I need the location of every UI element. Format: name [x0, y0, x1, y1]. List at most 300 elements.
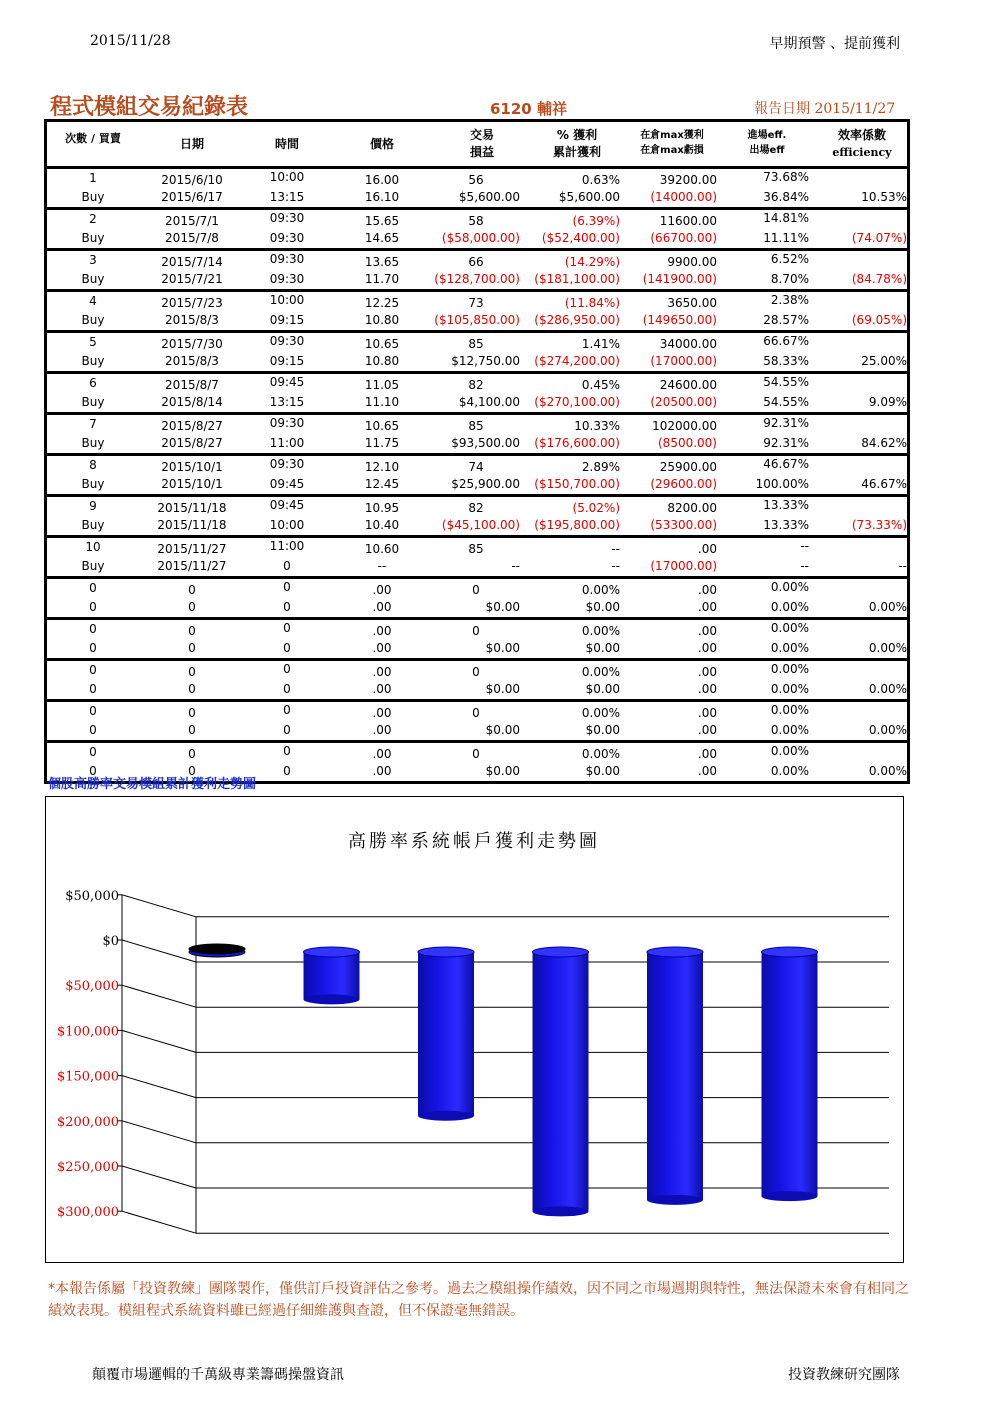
cell-pct: (14.29%) — [564, 255, 620, 269]
cell-eff: 8.70% — [770, 272, 809, 286]
cell-n: Buy — [81, 231, 105, 245]
footer-left: 顛覆市場邏輯的千萬級專業籌碼操盤資訊 — [92, 1367, 344, 1383]
cell-time: 09:45 — [269, 477, 305, 491]
cell-pct: 0.63% — [581, 173, 620, 187]
cell-pct: 10.33% — [574, 419, 620, 433]
cell-trade: 0 — [472, 706, 480, 720]
cell-price: .00 — [372, 583, 392, 597]
cell-price: 10.80 — [364, 313, 400, 327]
bar-bottom — [418, 1111, 474, 1121]
cell-date: 2015/11/27 — [157, 542, 227, 556]
bar-bottom — [533, 1206, 589, 1216]
cell-price: 10.65 — [364, 419, 400, 433]
cell-date: 2015/10/1 — [161, 477, 223, 491]
cell-trade: ($128,700.00) — [434, 272, 520, 286]
cell-max: (29600.00) — [650, 477, 717, 491]
cell-date: 2015/7/1 — [165, 214, 219, 228]
cell-n: 0 — [89, 682, 97, 696]
bar-top — [418, 947, 474, 957]
cell-price: 10.80 — [364, 354, 400, 368]
bar-bottom — [647, 1195, 703, 1205]
cell-time: 13:15 — [269, 395, 305, 409]
cell-effc: 84.62% — [861, 436, 907, 450]
gridline-floor — [122, 1166, 196, 1188]
cell-time: 0 — [283, 764, 291, 778]
cell-max: .00 — [697, 542, 717, 556]
bar-top — [762, 947, 818, 957]
cell-pct: ($286,950.00) — [534, 313, 620, 327]
y-tick-label: $50,000 — [65, 888, 119, 904]
gridline-floor — [122, 1211, 196, 1233]
cell-effc: 0.00% — [868, 723, 907, 737]
cell-pct: $5,600.00 — [558, 190, 620, 204]
trade-record — [47, 579, 907, 620]
gridline-floor — [122, 895, 196, 917]
bar — [304, 952, 360, 999]
cell-trade: 0 — [472, 665, 480, 679]
cell-price: 10.65 — [364, 337, 400, 351]
cell-date: 2015/8/27 — [161, 436, 223, 450]
trade-record — [47, 497, 907, 538]
cell-max: (66700.00) — [650, 231, 717, 245]
cell-max: (20500.00) — [650, 395, 717, 409]
header-slogan: 早期預警 、提前獲利 — [769, 36, 900, 52]
cell-eff: 73.68% — [763, 170, 809, 184]
cell-effc: 0.00% — [868, 641, 907, 655]
cell-eff: 2.38% — [770, 293, 809, 307]
cell-date: 2015/7/14 — [161, 255, 223, 269]
cell-price: .00 — [372, 747, 392, 761]
trade-record — [47, 169, 907, 210]
cell-price: 12.45 — [364, 477, 400, 491]
cell-date: 0 — [188, 764, 196, 778]
cell-max: .00 — [697, 583, 717, 597]
cell-date: 0 — [188, 624, 196, 638]
cell-effc: (73.33%) — [851, 518, 907, 532]
cell-max: .00 — [697, 682, 717, 696]
cell-trade: 58 — [468, 214, 484, 228]
trade-record — [47, 292, 907, 333]
cell-pct: 0.00% — [581, 665, 620, 679]
cell-pct: (5.02%) — [572, 501, 620, 515]
header-count: 次數 / 買賣 — [65, 132, 121, 145]
trade-record — [47, 374, 907, 415]
cell-pct: 0.00% — [581, 706, 620, 720]
cell-eff: 0.00% — [770, 744, 809, 758]
cell-n: Buy — [81, 190, 105, 204]
cell-date: 2015/7/23 — [161, 296, 223, 310]
cell-max: .00 — [697, 665, 717, 679]
gridline-floor — [122, 940, 196, 962]
cell-n: Buy — [81, 354, 105, 368]
bar — [762, 952, 818, 1196]
cell-trade: 74 — [468, 460, 484, 474]
cell-time: 09:30 — [269, 231, 305, 245]
cell-n: Buy — [81, 559, 105, 573]
cell-trade: $93,500.00 — [451, 436, 520, 450]
header-time: 時間 — [274, 137, 299, 151]
trade-record — [47, 251, 907, 292]
bar — [647, 952, 703, 1200]
cell-max: 39200.00 — [659, 173, 717, 187]
cell-eff: 0.00% — [770, 662, 809, 676]
header-eff: 進場eff. 出場eff — [747, 130, 787, 156]
cell-pct: 0.00% — [581, 583, 620, 597]
cell-n: 3 — [89, 253, 97, 267]
cell-pct: (6.39%) — [572, 214, 620, 228]
cell-date: 2015/8/7 — [165, 378, 219, 392]
cell-price: 10.40 — [364, 518, 400, 532]
cell-pct: $0.00 — [585, 764, 620, 778]
cell-n: 0 — [89, 600, 97, 614]
cell-max: (53300.00) — [650, 518, 717, 532]
cell-time: 0 — [283, 641, 291, 655]
cell-date: 2015/7/30 — [161, 337, 223, 351]
trade-record — [47, 620, 907, 661]
cell-date: 0 — [188, 682, 196, 696]
bar — [418, 952, 474, 1116]
cell-n: 0 — [89, 622, 97, 636]
cell-eff: 13.33% — [763, 498, 809, 512]
cell-price: 16.10 — [364, 190, 400, 204]
y-tick-label: $200,000 — [56, 1114, 119, 1130]
y-tick-label: $100,000 — [56, 1024, 119, 1040]
cell-trade: ($45,100.00) — [441, 518, 520, 532]
cell-price: 16.00 — [364, 173, 400, 187]
cell-n: 2 — [89, 212, 97, 226]
cell-date: 0 — [188, 747, 196, 761]
cell-time: 09:30 — [269, 416, 305, 430]
bar-top — [304, 947, 360, 957]
cell-date: 2015/8/14 — [161, 395, 223, 409]
cell-eff: 54.55% — [763, 375, 809, 389]
cell-n: 0 — [89, 641, 97, 655]
cell-trade: $5,600.00 — [458, 190, 520, 204]
bar-top — [647, 947, 703, 957]
y-tick-label: $250,000 — [56, 1160, 119, 1175]
cell-date: 2015/7/8 — [165, 231, 219, 245]
cell-time: 11:00 — [269, 436, 305, 450]
cell-price: .00 — [372, 706, 392, 720]
cell-max: (14000.00) — [650, 190, 717, 204]
cell-max: .00 — [697, 600, 717, 614]
cell-pct: ($181,100.00) — [534, 272, 620, 286]
cell-time: 13:15 — [269, 190, 305, 204]
cell-pct: 0.00% — [581, 747, 620, 761]
cell-effc: (74.07%) — [851, 231, 907, 245]
trade-record — [47, 661, 907, 702]
cell-date: 0 — [188, 723, 196, 737]
cell-n: 10 — [85, 540, 101, 554]
header-efficiency: 效率係數 efficiency — [832, 128, 892, 159]
cell-effc: 25.00% — [861, 354, 907, 368]
cell-eff: 54.55% — [763, 395, 809, 409]
y-tick-label: $300,000 — [56, 1205, 119, 1221]
cell-time: 0 — [283, 662, 291, 676]
cell-pct: $0.00 — [585, 682, 620, 696]
gridline-floor — [122, 1121, 196, 1143]
cell-effc: 0.00% — [868, 682, 907, 696]
cell-eff: 0.00% — [770, 703, 809, 717]
cell-eff: 66.67% — [763, 334, 809, 348]
cell-trade: $4,100.00 — [458, 395, 520, 409]
cell-pct: 0.00% — [581, 624, 620, 638]
trade-record — [47, 538, 907, 579]
cell-time: 09:15 — [269, 313, 305, 327]
header-pnl: 交易 損益 — [469, 128, 494, 159]
cell-eff: 14.81% — [763, 211, 809, 225]
cell-eff: 92.31% — [763, 436, 809, 450]
cell-time: 09:45 — [269, 498, 305, 512]
cell-eff: 0.00% — [770, 641, 809, 655]
cell-price: 11.10 — [364, 395, 400, 409]
cell-trade: $0.00 — [485, 723, 520, 737]
cell-n: 0 — [89, 663, 97, 677]
cell-max: 24600.00 — [659, 378, 717, 392]
cell-eff: -- — [800, 539, 809, 553]
cell-date: 0 — [188, 583, 196, 597]
bar — [533, 952, 589, 1211]
cell-date: 2015/8/27 — [161, 419, 223, 433]
cell-effc: 10.53% — [861, 190, 907, 204]
cell-price: -- — [377, 559, 387, 573]
cell-n: 7 — [89, 417, 97, 431]
cell-trade: 82 — [468, 378, 484, 392]
y-tick-label: $0 — [102, 934, 119, 949]
cell-effc: 9.09% — [868, 395, 907, 409]
cell-trade: ($105,850.00) — [434, 313, 520, 327]
cell-time: 09:45 — [269, 375, 305, 389]
cell-time: 09:15 — [269, 354, 305, 368]
cell-time: 09:30 — [269, 252, 305, 266]
cell-date: 2015/6/10 — [161, 173, 223, 187]
bar-top — [533, 947, 589, 957]
trade-record — [47, 333, 907, 374]
cell-trade: $12,750.00 — [451, 354, 520, 368]
bar-top — [189, 944, 245, 954]
cell-max: (8500.00) — [658, 436, 717, 450]
cell-date: 2015/11/18 — [157, 501, 227, 515]
cell-date: 2015/6/17 — [161, 190, 223, 204]
cell-n: 5 — [89, 335, 97, 349]
cell-effc: 0.00% — [868, 764, 907, 778]
profit-chart — [45, 796, 904, 1263]
cell-trade: $0.00 — [485, 600, 520, 614]
cell-effc: (84.78%) — [851, 272, 907, 286]
cell-eff: 92.31% — [763, 416, 809, 430]
chart-section-title: 個股高勝率交易模組累計獲利走勢圖 — [48, 777, 257, 792]
disclaimer: *本報告係屬「投資教練」團隊製作，僅供訂戶投資評估之參考。過去之模組操作績效，因不同之市場週期與特性，無法保證未來會有相同之績效表現。模組程式系統資料雖已經過仔細維護與查證，但不保證毫無錯誤。 — [48, 1281, 909, 1319]
cell-eff: 13.33% — [763, 518, 809, 532]
cell-max: .00 — [697, 764, 717, 778]
trade-record-table — [44, 119, 910, 784]
cell-price: 11.05 — [364, 378, 400, 392]
cell-pct: ($270,100.00) — [534, 395, 620, 409]
cell-max: 3650.00 — [667, 296, 717, 310]
cell-date: 0 — [188, 665, 196, 679]
cell-trade: 82 — [468, 501, 484, 515]
header-max: 在倉max獲利 在倉max虧損 — [640, 130, 704, 156]
cell-n: 0 — [89, 704, 97, 718]
page-title: 程式模組交易紀錄表 — [50, 95, 249, 120]
cell-pct: 1.41% — [581, 337, 620, 351]
gridline-floor — [122, 1076, 196, 1098]
cell-time: 0 — [283, 723, 291, 737]
cell-eff: 0.00% — [770, 621, 809, 635]
cell-trade: 0 — [472, 583, 480, 597]
cell-n: Buy — [81, 518, 105, 532]
stock-name: 6120 輔祥 — [490, 100, 567, 118]
cell-pct: (11.84%) — [564, 296, 620, 310]
cell-max: .00 — [697, 624, 717, 638]
cell-date: 2015/8/3 — [165, 354, 219, 368]
table-header — [47, 122, 907, 169]
cell-eff: 0.00% — [770, 600, 809, 614]
cell-n: 4 — [89, 294, 97, 308]
cell-max: (17000.00) — [650, 559, 717, 573]
cell-date: 2015/7/21 — [161, 272, 223, 286]
cell-trade: 85 — [468, 542, 484, 556]
cell-pct: ($274,200.00) — [534, 354, 620, 368]
cell-price: 10.95 — [364, 501, 400, 515]
cell-date: 0 — [188, 641, 196, 655]
cell-price: .00 — [372, 665, 392, 679]
cell-time: 0 — [283, 703, 291, 717]
cell-eff: 58.33% — [763, 354, 809, 368]
cell-price: 12.10 — [364, 460, 400, 474]
cell-pct: ($150,700.00) — [534, 477, 620, 491]
cell-price: 14.65 — [364, 231, 400, 245]
cell-price: .00 — [372, 723, 392, 737]
cell-n: 0 — [89, 764, 97, 778]
cell-date: 2015/11/18 — [157, 518, 227, 532]
cell-trade: $25,900.00 — [451, 477, 520, 491]
cell-price: .00 — [372, 764, 392, 778]
cell-pct: $0.00 — [585, 600, 620, 614]
cell-max: 102000.00 — [652, 419, 717, 433]
cell-pct: 0.45% — [581, 378, 620, 392]
cell-eff: 0.00% — [770, 723, 809, 737]
trade-record — [47, 210, 907, 251]
cell-trade: 85 — [468, 337, 484, 351]
cell-n: 0 — [89, 581, 97, 595]
cell-trade: 0 — [472, 747, 480, 761]
cell-trade: -- — [511, 559, 520, 573]
cell-eff: 46.67% — [763, 457, 809, 471]
cell-pct: $0.00 — [585, 723, 620, 737]
cell-pct: 2.89% — [581, 460, 620, 474]
cell-time: 0 — [283, 559, 291, 573]
cell-max: (17000.00) — [650, 354, 717, 368]
cell-effc: 46.67% — [861, 477, 907, 491]
cell-time: 0 — [283, 621, 291, 635]
cell-time: 09:30 — [269, 272, 305, 286]
cell-max: .00 — [697, 723, 717, 737]
gridline-floor — [122, 985, 196, 1007]
cell-time: 10:00 — [269, 170, 305, 184]
table-body — [47, 169, 907, 784]
cell-time: 09:30 — [269, 457, 305, 471]
cell-max: (149650.00) — [642, 313, 717, 327]
cell-trade: 56 — [468, 173, 484, 187]
chart-title: 高勝率系統帳戶獲利走勢圖 — [348, 831, 600, 852]
cell-max: .00 — [697, 706, 717, 720]
cell-n: Buy — [81, 313, 105, 327]
cell-pct: ($52,400.00) — [541, 231, 620, 245]
cell-price: .00 — [372, 624, 392, 638]
cell-n: 6 — [89, 376, 97, 390]
cell-price: 11.75 — [364, 436, 400, 450]
bar-bottom — [762, 1191, 818, 1201]
cell-trade: $0.00 — [485, 764, 520, 778]
cell-trade: $0.00 — [485, 641, 520, 655]
header-date: 2015/11/28 — [90, 33, 171, 49]
cell-max: .00 — [697, 747, 717, 761]
cell-eff: 100.00% — [755, 477, 809, 491]
cell-trade: 66 — [468, 255, 484, 269]
cell-eff: 28.57% — [763, 313, 809, 327]
cell-time: 11:00 — [269, 539, 305, 553]
cell-eff: 11.11% — [763, 231, 809, 245]
cell-date: 0 — [188, 600, 196, 614]
cell-max: (141900.00) — [642, 272, 717, 286]
cell-time: 0 — [283, 744, 291, 758]
cell-max: .00 — [697, 641, 717, 655]
cell-n: Buy — [81, 477, 105, 491]
y-tick-label: $50,000 — [65, 979, 119, 995]
cell-date: 0 — [188, 706, 196, 720]
header-date: 日期 — [179, 137, 204, 151]
cell-price: .00 — [372, 641, 392, 655]
cell-n: 9 — [89, 499, 97, 513]
trade-record — [47, 456, 907, 497]
cell-n: Buy — [81, 436, 105, 450]
cell-price: .00 — [372, 682, 392, 696]
header-pct: % 獲利 累計獲利 — [552, 128, 601, 159]
cell-effc: 0.00% — [868, 600, 907, 614]
cell-eff: 6.52% — [770, 252, 809, 266]
cell-effc: (69.05%) — [851, 313, 907, 327]
cell-n: Buy — [81, 395, 105, 409]
header-price: 價格 — [369, 137, 394, 151]
cell-trade: 85 — [468, 419, 484, 433]
cell-price: 13.65 — [364, 255, 400, 269]
cell-time: 0 — [283, 580, 291, 594]
cell-eff: -- — [800, 559, 809, 573]
bar-bottom — [304, 994, 360, 1004]
cell-time: 09:30 — [269, 211, 305, 225]
cell-price: 11.70 — [364, 272, 400, 286]
cell-n: 8 — [89, 458, 97, 472]
cell-price: .00 — [372, 600, 392, 614]
cell-trade: ($58,000.00) — [441, 231, 520, 245]
cell-date: 2015/10/1 — [161, 460, 223, 474]
report-date: 報告日期 2015/11/27 — [754, 101, 896, 117]
cell-max: 25900.00 — [659, 460, 717, 474]
cell-time: 09:30 — [269, 334, 305, 348]
footer-right: 投資教練研究團隊 — [788, 1367, 900, 1383]
cell-pct: -- — [611, 542, 620, 556]
cell-max: 9900.00 — [667, 255, 717, 269]
cell-price: 15.65 — [364, 214, 400, 228]
cell-time: 10:00 — [269, 293, 305, 307]
cell-pct: ($195,800.00) — [534, 518, 620, 532]
cell-time: 0 — [283, 600, 291, 614]
cell-max: 11600.00 — [659, 214, 717, 228]
cell-n: Buy — [81, 272, 105, 286]
cell-max: 34000.00 — [659, 337, 717, 351]
cell-pct: -- — [611, 559, 620, 573]
